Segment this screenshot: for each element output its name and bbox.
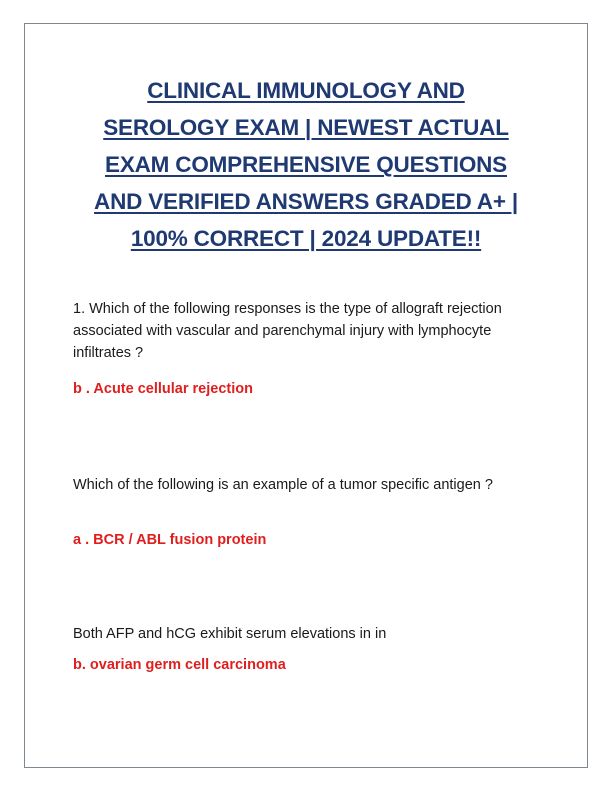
question-2: Which of the following is an example of a tumor specific antigen ? bbox=[73, 477, 493, 493]
title-line: SEROLOGY EXAM | NEWEST ACTUAL bbox=[103, 115, 509, 140]
answer-2: a . BCR / ABL fusion protein bbox=[73, 532, 267, 548]
answer-3: b. ovarian germ cell carcinoma bbox=[73, 657, 286, 673]
title-line: EXAM COMPREHENSIVE QUESTIONS bbox=[105, 152, 507, 177]
title-line: AND VERIFIED ANSWERS GRADED A+ | bbox=[94, 189, 518, 214]
question-3: Both AFP and hCG exhibit serum elevations in in bbox=[73, 626, 387, 642]
title-line: CLINICAL IMMUNOLOGY AND bbox=[147, 78, 465, 103]
document-title bbox=[40, 72, 572, 257]
title-line: 100% CORRECT | 2024 UPDATE!! bbox=[130, 226, 482, 251]
answer-1: b . Acute cellular rejection bbox=[73, 381, 253, 397]
question-1: 1. Which of the following responses is the type of allograft rejection associated with vascular and parenchymal injury with lymphocyte infiltrates ? bbox=[73, 301, 502, 361]
